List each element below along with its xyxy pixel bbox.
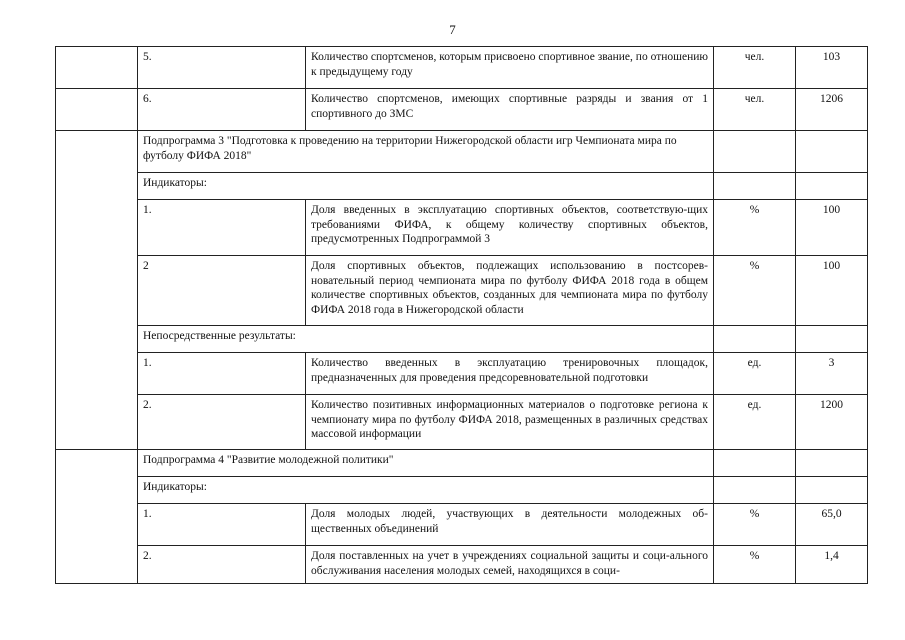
row-number: 6. — [138, 89, 306, 131]
section-row — [56, 477, 868, 504]
row-value: 1,4 — [796, 546, 868, 584]
table-row — [56, 256, 868, 326]
section-row — [56, 326, 868, 353]
section-title: Непосредственные результаты: — [138, 326, 714, 353]
subprogram-row — [56, 131, 868, 173]
row-value — [796, 477, 868, 504]
row-unit: % — [714, 504, 796, 546]
row-description: Количество позитивных информационных материалов о подготовке региона к чемпионату мира по футболу ФИФА 2018, размещенных в различных средствах массовой информации — [306, 395, 714, 450]
row-description: Доля спортивных объектов, подлежащих использованию в постсорев-новательный период чемпионата мира по футболу ФИФА 2018 года в общем количестве спортивных объектов, созданных для чемпионата мира по футболу ФИФА 2018 года в Нижегородской области — [306, 256, 714, 326]
row-value: 103 — [796, 47, 868, 89]
row-number: 2 — [138, 256, 306, 326]
row-number: 1. — [138, 200, 306, 256]
row-unit: % — [714, 546, 796, 584]
row-unit — [714, 131, 796, 173]
row-value — [796, 131, 868, 173]
row-number: 1. — [138, 504, 306, 546]
row-value: 100 — [796, 256, 868, 326]
row-unit: чел. — [714, 47, 796, 89]
row-description: Доля поставленных на учет в учреждениях социальной защиты и соци-ального обслуживания населения молодых семей, находящихся в соци- — [306, 546, 714, 584]
page-number: 7 — [449, 22, 456, 37]
row-unit — [714, 477, 796, 504]
row-unit — [714, 326, 796, 353]
row-value: 65,0 — [796, 504, 868, 546]
table-row — [56, 353, 868, 395]
program-cell — [56, 450, 138, 584]
row-unit: % — [714, 200, 796, 256]
indicators-table — [55, 46, 868, 584]
row-value — [796, 450, 868, 477]
row-value: 3 — [796, 353, 868, 395]
table-row — [56, 504, 868, 546]
row-value — [796, 173, 868, 200]
program-cell — [56, 89, 138, 131]
row-value — [796, 326, 868, 353]
table-row — [56, 89, 868, 131]
row-value: 1200 — [796, 395, 868, 450]
row-description: Количество введенных в эксплуатацию тренировочных площадок, предназначенных для проведения предсоревновательной подготовки — [306, 353, 714, 395]
program-cell — [56, 131, 138, 450]
row-unit: ед. — [714, 353, 796, 395]
section-row — [56, 173, 868, 200]
row-number: 2. — [138, 395, 306, 450]
row-number: 5. — [138, 47, 306, 89]
row-description: Доля введенных в эксплуатацию спортивных объектов, соответствую-щих требованиями ФИФА, к общему количеству спортивных объектов, предусмотренных Подпрограммой 3 — [306, 200, 714, 256]
row-number: 2. — [138, 546, 306, 584]
subprogram-row — [56, 450, 868, 477]
row-unit: чел. — [714, 89, 796, 131]
table-row — [56, 395, 868, 450]
table-row — [56, 546, 868, 584]
table-row — [56, 47, 868, 89]
row-description: Количество спортсменов, которым присвоено спортивное звание, по отношению к предыдущему году — [306, 47, 714, 89]
row-value: 1206 — [796, 89, 868, 131]
row-description: Количество спортсменов, имеющих спортивные разряды и звания от 1 спортивного до ЗМС — [306, 89, 714, 131]
program-cell — [56, 47, 138, 89]
row-description: Доля молодых людей, участвующих в деятельности молодежных об-щественных объединений — [306, 504, 714, 546]
row-number: 1. — [138, 353, 306, 395]
row-value: 100 — [796, 200, 868, 256]
row-unit: ед. — [714, 395, 796, 450]
table-row — [56, 200, 868, 256]
section-title: Индикаторы: — [138, 477, 714, 504]
section-title: Индикаторы: — [138, 173, 714, 200]
row-unit — [714, 450, 796, 477]
row-unit: % — [714, 256, 796, 326]
subprogram-title: Подпрограмма 4 "Развитие молодежной политики" — [138, 450, 714, 477]
row-unit — [714, 173, 796, 200]
subprogram-title: Подпрограмма 3 "Подготовка к проведению на территории Нижегородской области игр Чемпионата мира по футболу ФИФА 2018" — [138, 131, 714, 173]
